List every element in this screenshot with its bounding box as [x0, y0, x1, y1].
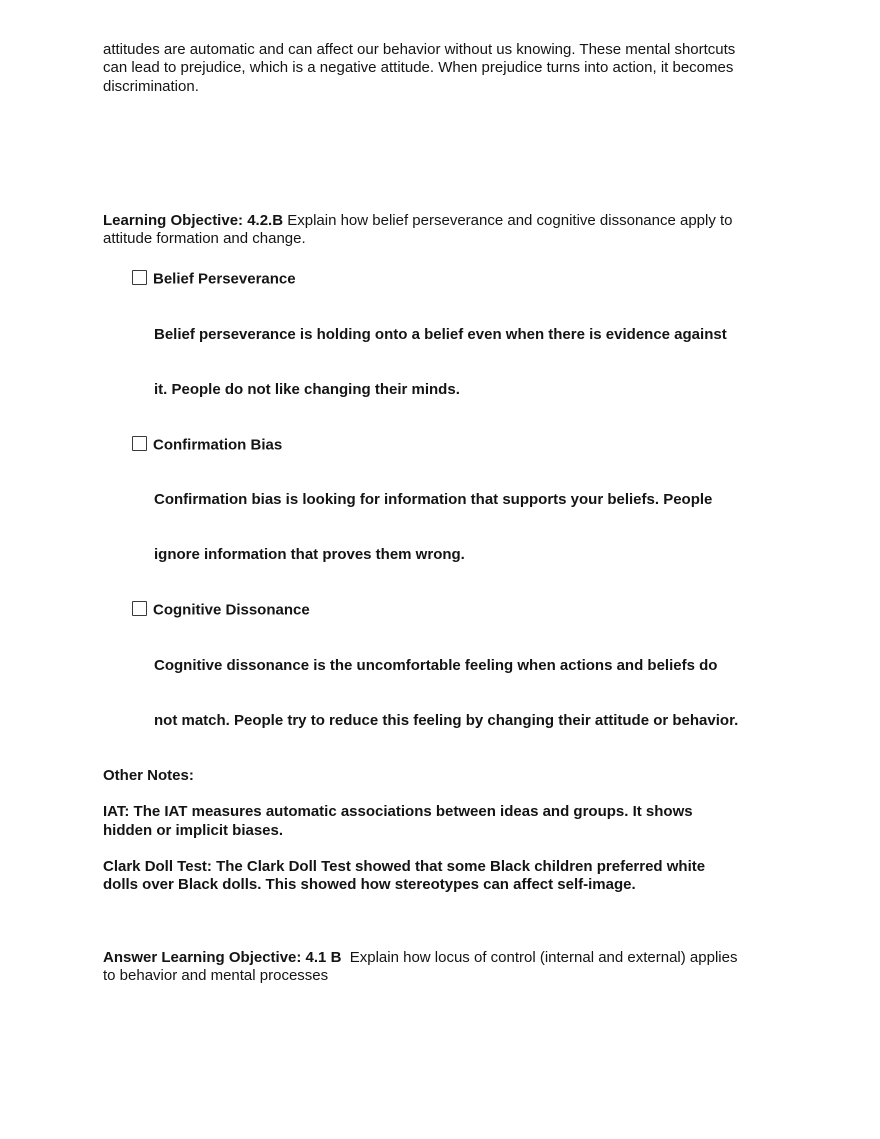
checklist-item-line: ignore information that proves them wrong. — [154, 546, 465, 564]
checklist-item-line: Cognitive dissonance is the uncomfortable feeling when actions and beliefs do — [154, 656, 718, 674]
checklist-item — [103, 436, 793, 565]
answer-objective-line: to behavior and mental processes — [103, 966, 329, 984]
note-line: IAT: The IAT measures automatic associations between ideas and groups. It shows — [103, 803, 693, 821]
checklist-item-title-row — [132, 436, 793, 455]
checkbox-icon[interactable] — [132, 601, 147, 616]
note-iat — [103, 803, 793, 840]
checklist-item-title: Cognitive Dissonance — [153, 601, 310, 619]
learning-objective-line: attitude formation and change. — [103, 230, 306, 248]
checkbox-icon[interactable] — [132, 436, 147, 451]
checklist-item-title: Confirmation Bias — [153, 436, 283, 454]
checklist-item — [103, 601, 793, 730]
page-content — [103, 41, 793, 985]
answer-objective-paragraph — [103, 949, 793, 986]
checklist-item-line: Belief perseverance is holding onto a belief even when there is evidence against — [154, 325, 727, 343]
learning-objective-label: Learning Objective: 4.2.B — [103, 211, 284, 229]
learning-objective-line — [103, 212, 793, 230]
checklist-item-title: Belief Perseverance — [153, 270, 296, 288]
checklist-item — [103, 270, 793, 399]
answer-objective-text: Explain how locus of control (internal and external) applies — [341, 948, 738, 966]
intro-line: can lead to prejudice, which is a negative attitude. When prejudice turns into action, it becomes — [103, 59, 734, 77]
checklist-item-line: it. People do not like changing their minds. — [154, 380, 460, 398]
checklist-item-title-row — [132, 601, 793, 620]
learning-objective-text: Explain how belief perseverance and cognitive dissonance apply to — [283, 211, 733, 229]
checkbox-icon[interactable] — [132, 270, 147, 285]
note-line: hidden or implicit biases. — [103, 821, 284, 839]
learning-objective-paragraph — [103, 212, 793, 249]
note-clark-doll-test — [103, 858, 793, 895]
intro-paragraph — [103, 41, 793, 96]
checklist — [103, 270, 793, 730]
other-notes-heading: Other Notes: — [103, 767, 194, 785]
note-line: dolls over Black dolls. This showed how stereotypes can affect self-image. — [103, 876, 636, 894]
intro-line: discrimination. — [103, 77, 199, 95]
note-line: Clark Doll Test: The Clark Doll Test showed that some Black children preferred white — [103, 858, 706, 876]
checklist-item-title-row — [132, 270, 793, 289]
checklist-item-line: Confirmation bias is looking for information that supports your beliefs. People — [154, 491, 713, 509]
answer-objective-label: Answer Learning Objective: 4.1 B — [103, 948, 342, 966]
answer-objective-line — [103, 949, 793, 967]
intro-line: attitudes are automatic and can affect our behavior without us knowing. These mental shortcuts — [103, 41, 736, 58]
checklist-item-line: not match. People try to reduce this feeling by changing their attitude or behavior. — [154, 711, 739, 729]
